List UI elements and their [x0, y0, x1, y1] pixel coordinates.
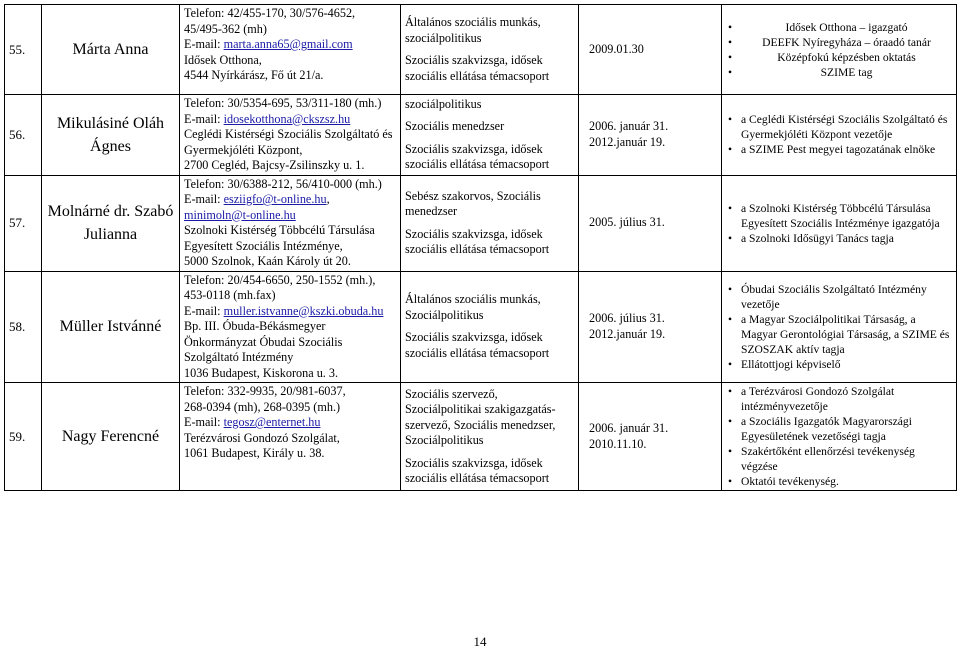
- contact-line: Bp. III. Óbuda-Békásmegyer Önkormányzat Óbudai Szociális Szolgáltató Intézmény: [184, 319, 343, 364]
- spacer: [405, 323, 574, 330]
- person-name-line: Ágnes: [90, 137, 131, 155]
- person-name-line: Molnárné dr. Szabó: [47, 203, 174, 220]
- row-number: 59.: [5, 383, 42, 491]
- email-link[interactable]: tegosz@enternet.hu: [223, 415, 321, 429]
- contact-line: 2700 Cegléd, Bajcsy-Zsilinszky u. 1.: [184, 158, 365, 172]
- person-name-line: Mikulásiné Oláh: [56, 114, 165, 132]
- appointment-date: 2006. július 31.: [589, 311, 665, 326]
- position-item: • a Ceglédi Kistérségi Szociális Szolgáltató és Gyermekjóléti Központ vezetője: [728, 112, 952, 142]
- position-item: • DEEFK Nyíregyháza – óraadó tanár: [728, 35, 952, 50]
- spacer: [405, 220, 574, 227]
- contact-line: Telefon: 42/455-170, 30/576-4652,: [184, 6, 356, 20]
- contact-info: [180, 175, 401, 271]
- contact-line: 4544 Nyírkárász, Fő út 21/a.: [184, 68, 324, 82]
- appointment-dates: [579, 5, 722, 95]
- email-label: E-mail:: [184, 37, 224, 51]
- contact-line: [184, 192, 396, 208]
- email-label: E-mail:: [184, 303, 224, 318]
- appointment-date: 2006. január 31.: [589, 421, 669, 435]
- contact-line: [184, 208, 396, 224]
- email-label: E-mail:: [184, 415, 224, 429]
- position-item: • a Szolnoki Kistérség Többcélú Társulása Egyesített Szociális Intézménye igazgatója: [728, 201, 952, 231]
- contact-line: [184, 304, 396, 320]
- contact-line: Ceglédi Kistérségi Szociális Szolgáltató és Gyermekjóléti Központ,: [184, 127, 393, 157]
- position-item: • a Terézvárosi Gondozó Szolgálat intézményvezetője: [728, 384, 952, 414]
- person-name-line: Nagy Ferencné: [61, 428, 160, 445]
- contact-line: 1061 Budapest, Király u. 38.: [184, 446, 325, 460]
- email-separator: ,: [326, 192, 330, 206]
- appointment-dates: [579, 271, 722, 383]
- appointment-dates: [579, 95, 722, 176]
- table-row: [5, 175, 957, 271]
- position-item: • Szakértőként ellenőrzési tevékenység végzése: [728, 444, 952, 474]
- contact-line: Terézvárosi Gondozó Szolgálat,: [184, 430, 340, 445]
- appointment-date: 2005. július 31.: [589, 215, 665, 230]
- appointment-date: 2009.01.30: [589, 41, 644, 56]
- contact-line: Telefon: 30/6388-212, 56/410-000 (mh.): [184, 176, 382, 191]
- contact-line: [184, 112, 396, 128]
- position-item: • a Szolnoki Idősügyi Tanács tagja: [728, 231, 952, 246]
- qualification-item: Szociális menedzser: [405, 119, 505, 134]
- email-label: E-mail:: [184, 192, 224, 206]
- spacer: [405, 449, 574, 456]
- person-name: [42, 95, 180, 176]
- person-name-line: Müller Istvánné: [59, 318, 162, 336]
- person-name-line: Márta Anna: [72, 41, 149, 58]
- positions: [722, 175, 957, 271]
- qualifications: [401, 95, 579, 176]
- positions-list: [726, 112, 952, 157]
- contact-line: 5000 Szolnok, Kaán Károly út 20.: [184, 254, 351, 268]
- contact-line: Telefon: 20/454-6650, 250-1552 (mh.),: [184, 272, 376, 287]
- email-link[interactable]: idosekotthona@ckszsz.hu: [223, 111, 351, 126]
- appointment-dates: [579, 383, 722, 491]
- positions: [722, 5, 957, 95]
- email-link[interactable]: esziigfo@t-online.hu: [223, 192, 327, 206]
- person-name: [42, 383, 180, 491]
- qualifications: [401, 175, 579, 271]
- directory-table: [4, 4, 957, 491]
- qualifications: [401, 5, 579, 95]
- email-link[interactable]: minimoln@t-online.hu: [184, 207, 296, 222]
- spacer: [405, 135, 574, 142]
- qualification-item: Szociális szervező, Szociálpolitikai szakigazgatás-szervező, Szociális menedzser, Szociálpolitikus: [405, 386, 556, 447]
- qualification-item: Általános szociális munkás, szociálpolitikus: [405, 15, 541, 45]
- position-item: • a SZIME Pest megyei tagozatának elnöke: [728, 142, 952, 157]
- qualifications: [401, 383, 579, 491]
- qualifications: [401, 271, 579, 383]
- qualification-item: Szociális szakvizsga, idősek szociális ellátása témacsoport: [405, 53, 550, 83]
- person-name-line: Julianna: [83, 226, 138, 243]
- contact-line: 1036 Budapest, Kiskorona u. 3.: [184, 365, 339, 380]
- position-item: • SZIME tag: [728, 65, 952, 80]
- contact-info: [180, 383, 401, 491]
- position-item: • Ellátottjogi képviselő: [728, 357, 952, 372]
- positions: [722, 383, 957, 491]
- qualification-item: szociálpolitikus: [405, 96, 482, 111]
- contact-line: Telefon: 332-9935, 20/981-6037,: [184, 384, 346, 398]
- position-item: • a Magyar Szociálpolitikai Társaság, a Magyar Gerontológiai Társaság, a SZIME és SZOSZAK aktív tagja: [728, 312, 952, 357]
- person-name: [42, 175, 180, 271]
- email-link[interactable]: marta.anna65@gmail.com: [223, 37, 353, 51]
- position-item: • a Szociális Igazgatók Magyarországi Egyesületének vezetőségi tagja: [728, 414, 952, 444]
- positions-list: [726, 384, 952, 489]
- row-number: 56.: [5, 95, 42, 176]
- appointment-date: 2012.január 19.: [589, 326, 666, 341]
- qualification-item: Szociális szakvizsga, idősek szociális ellátása témacsoport: [405, 455, 550, 485]
- contact-info: [180, 271, 401, 383]
- positions-list: [726, 20, 952, 80]
- qualification-item: Sebész szakorvos, Szociális menedzser: [405, 188, 541, 218]
- email-label: E-mail:: [184, 111, 224, 126]
- qualification-item: Szociális szakvizsga, idősek szociális ellátása témacsoport: [405, 141, 550, 172]
- spacer: [405, 46, 574, 53]
- position-item: • Idősek Otthona – igazgató: [728, 20, 952, 35]
- positions-list: [726, 282, 952, 372]
- appointment-date: 2010.11.10.: [589, 436, 647, 451]
- contact-info: [180, 5, 401, 95]
- contact-line: 268-0394 (mh), 268-0395 (mh.): [184, 399, 341, 414]
- position-item: • Középfokú képzésben oktatás: [728, 50, 952, 65]
- person-name: [42, 271, 180, 383]
- position-item: • Óbudai Szociális Szolgáltató Intézmény vezetője: [728, 282, 952, 312]
- appointment-date: 2006. január 31.: [589, 119, 669, 134]
- table-row: [5, 271, 957, 383]
- table-row: [5, 383, 957, 491]
- positions: [722, 271, 957, 383]
- positions: [722, 95, 957, 176]
- qualification-item: Szociális szakvizsga, idősek szociális ellátása témacsoport: [405, 330, 550, 360]
- contact-line: Idősek Otthona,: [184, 52, 262, 67]
- appointment-date: 2012.január 19.: [589, 134, 666, 149]
- table-row: [5, 95, 957, 176]
- table-row: [5, 5, 957, 95]
- qualification-item: Általános szociális munkás, Szociálpolitikus: [405, 292, 541, 322]
- appointment-dates: [579, 175, 722, 271]
- row-number: 57.: [5, 175, 42, 271]
- contact-line: 453-0118 (mh.fax): [184, 288, 276, 302]
- positions-list: [726, 201, 952, 246]
- email-link[interactable]: muller.istvanne@kszki.obuda.hu: [223, 303, 384, 318]
- person-name: [42, 5, 180, 95]
- contact-line: [184, 37, 396, 53]
- page-number: 14: [473, 634, 487, 649]
- contact-info: [180, 95, 401, 176]
- position-item: • Oktatói tevékenység.: [728, 474, 952, 489]
- contact-line: [184, 415, 396, 431]
- qualification-item: Szociális szakvizsga, idősek szociális ellátása témacsoport: [405, 226, 550, 256]
- contact-line: 45/495-362 (mh): [184, 21, 267, 36]
- contact-line: Telefon: 30/5354-695, 53/311-180 (mh.): [184, 96, 382, 110]
- row-number: 58.: [5, 271, 42, 383]
- spacer: [405, 112, 574, 119]
- contact-line: Szolnoki Kistérség Többcélú Társulása Egyesített Szociális Intézménye,: [184, 223, 375, 253]
- row-number: 55.: [5, 5, 42, 95]
